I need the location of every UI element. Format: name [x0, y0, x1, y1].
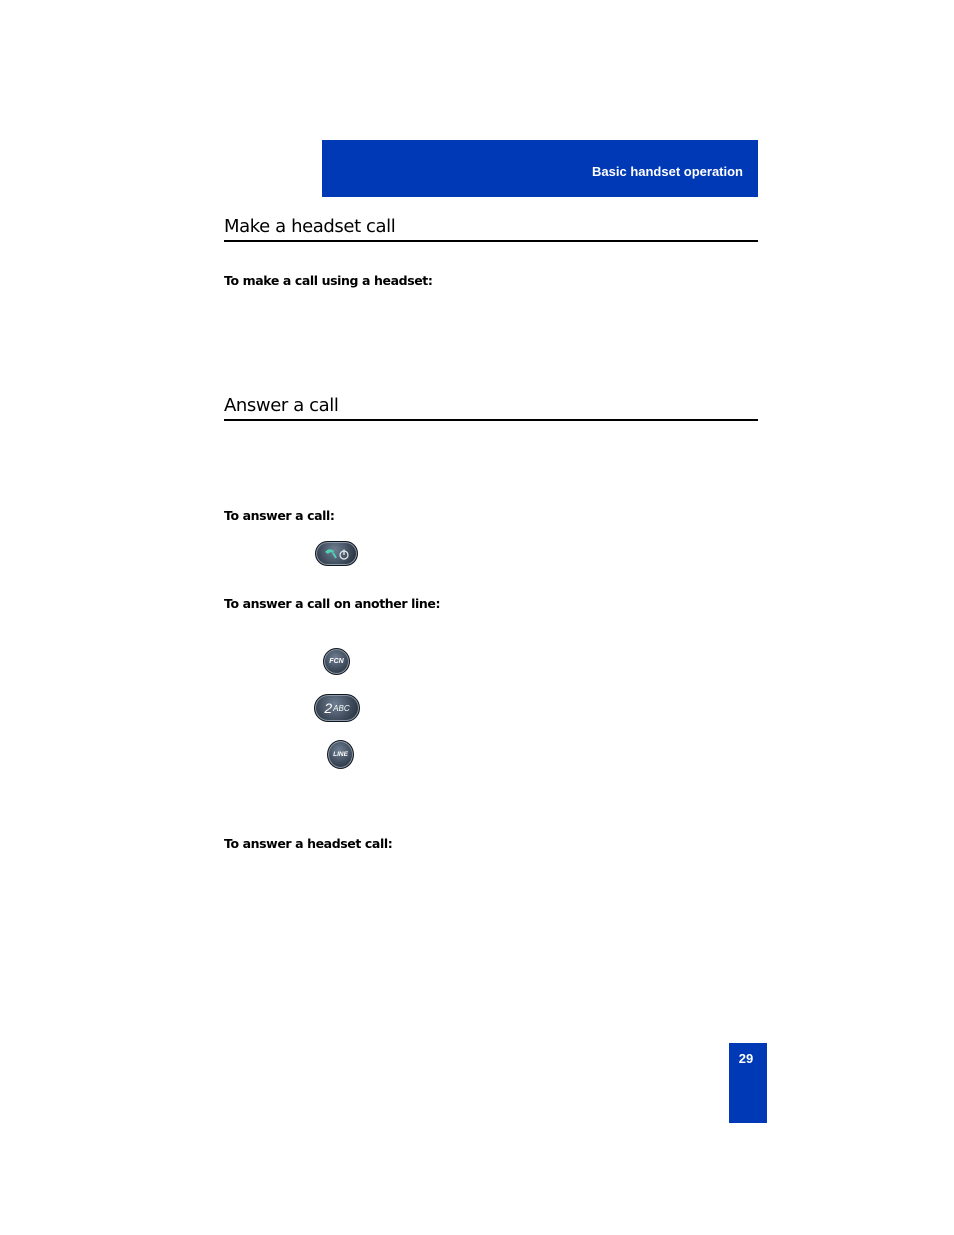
section-heading-answer-call: Answer a call [224, 395, 758, 421]
page-number: 29 [738, 1051, 754, 1066]
header-band [322, 140, 758, 197]
abc-letters-label: ABC [333, 703, 350, 713]
fcn-key-icon [323, 648, 350, 675]
procedure-label-answer-call: To answer a call: [224, 508, 335, 523]
page-tab [729, 1043, 767, 1123]
procedure-label-make-call-headset: To make a call using a headset: [224, 273, 433, 288]
procedure-label-answer-headset: To answer a headset call: [224, 836, 393, 851]
line-key-label: LINE [333, 751, 348, 758]
digit-2-label: 2 [324, 700, 333, 716]
section-heading-make-headset-call: Make a headset call [224, 216, 758, 242]
handset-power-glyph [322, 546, 352, 562]
fcn-key-label: FCN [329, 658, 344, 665]
talk-end-key-icon [315, 541, 358, 566]
2abc-key-icon [314, 694, 360, 722]
procedure-label-answer-another-line: To answer a call on another line: [224, 596, 441, 611]
header-title: Basic handset operation [592, 164, 743, 179]
line-key-icon [327, 740, 354, 769]
